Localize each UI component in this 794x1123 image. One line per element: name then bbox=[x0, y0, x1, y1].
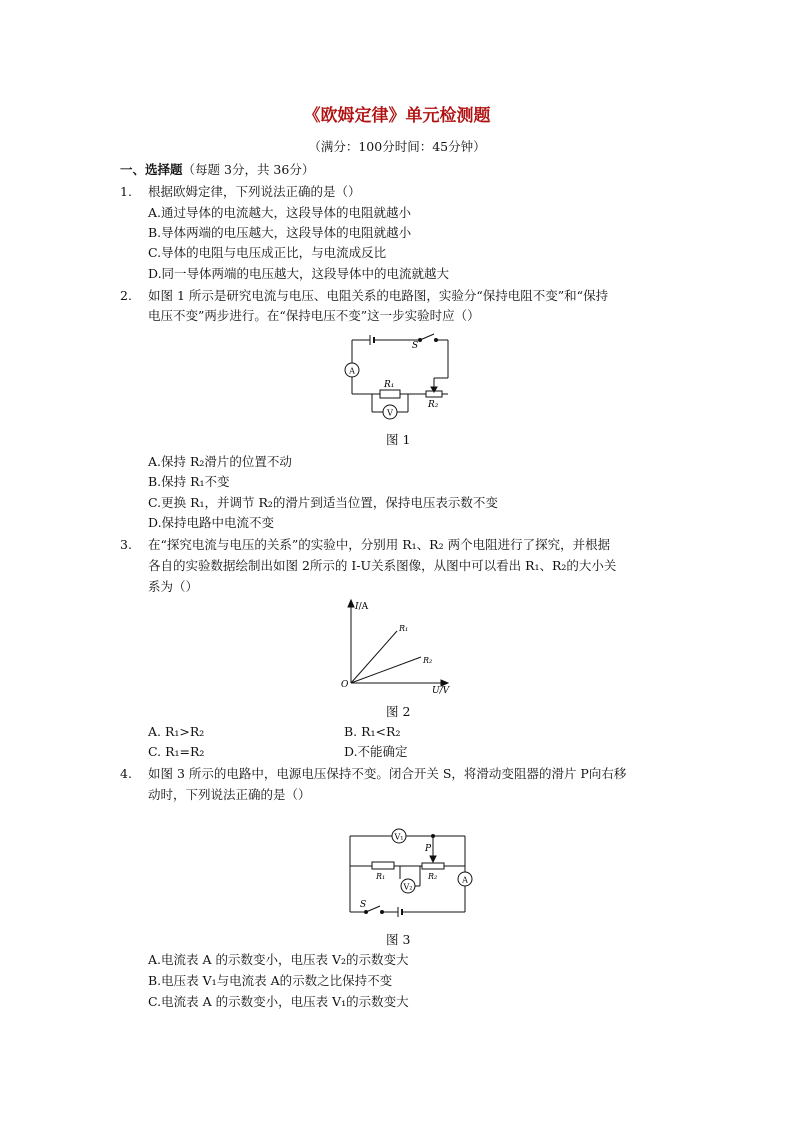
option-a: A.保持 R₂滑片的位置不动 bbox=[148, 454, 292, 469]
option-b: B.导体两端的电压越大，这段导体的电阻就越小 bbox=[148, 225, 412, 240]
section-label: 一、选择题 bbox=[120, 162, 183, 177]
question-stem: 如图 1 所示是研究电流与电压、电阻关系的电路图，实验分“保持电阻不变”和“保持 bbox=[148, 288, 609, 303]
question-stem-cont: 各自的实验数据绘制出如图 2所示的 I-U关系图像，从图中可以看出 R₁、R₂的大小关 bbox=[148, 558, 617, 573]
option-d: D.同一导体两端的电压越大，这段导体中的电流就越大 bbox=[148, 266, 450, 281]
section-heading bbox=[120, 160, 314, 180]
question-number: 3. bbox=[120, 537, 132, 552]
option-c: C.导体的电阻与电压成正比，与电流成反比 bbox=[148, 245, 387, 260]
ammeter-label: A bbox=[349, 366, 355, 376]
question-stem-cont: 系为（） bbox=[148, 579, 199, 594]
r2-label: R₂ bbox=[428, 400, 439, 410]
option-a: A. R₁>R₂ bbox=[148, 724, 205, 739]
v1-meter-label: V₁ bbox=[394, 832, 404, 842]
figure-caption-2: 图 2 bbox=[386, 704, 411, 719]
v2-meter-label: V₂ bbox=[403, 882, 413, 892]
slider-p-label: P bbox=[425, 844, 432, 854]
option-d: D.保持电路中电流不变 bbox=[148, 515, 275, 530]
page-title: 《欧姆定律》单元检测题 bbox=[303, 106, 491, 126]
question-number: 1. bbox=[120, 184, 132, 199]
option-d: D.不能确定 bbox=[344, 744, 408, 759]
question-stem: 如图 3 所示的电路中，电源电压保持不变。闭合开关 S，将滑动变阻器的滑片 P向右移 bbox=[148, 766, 627, 781]
question-stem: 在“探究电流与电压的关系”的实验中，分别用 R₁、R₂ 两个电阻进行了探究，并根据 bbox=[148, 537, 611, 552]
line-r1-label: R₁ bbox=[399, 624, 409, 633]
y-axis-label: I/A bbox=[355, 602, 369, 612]
question-stem-cont: 电压不变”两步进行。在“保持电压不变”这一步实验时应（） bbox=[148, 308, 480, 323]
figure-caption-1: 图 1 bbox=[386, 432, 411, 447]
r2-label: R₂ bbox=[428, 872, 438, 881]
option-c: C.电流表 A 的示数变小，电压表 V₁的示数变大 bbox=[148, 994, 409, 1009]
option-b: B. R₁<R₂ bbox=[344, 724, 401, 739]
exam-info: （满分：100分时间：45分钟） bbox=[308, 139, 486, 154]
question-stem-cont: 动时，下列说法正确的是（） bbox=[148, 787, 311, 802]
option-b: B.保持 R₁不变 bbox=[148, 474, 230, 489]
r1-label: R₁ bbox=[384, 380, 395, 390]
option-a: A.通过导体的电流越大，这段导体的电阻就越小 bbox=[148, 205, 412, 220]
circuit-figure-3 bbox=[340, 826, 480, 918]
x-axis-label: U/V bbox=[432, 686, 450, 696]
switch-label: S bbox=[412, 341, 419, 351]
section-note: （每题 3分，共 36分） bbox=[182, 162, 315, 177]
option-c: C. R₁=R₂ bbox=[148, 744, 205, 759]
question-number: 2. bbox=[120, 288, 132, 303]
option-a: A.电流表 A 的示数变小，电压表 V₂的示数变大 bbox=[148, 952, 409, 967]
question-number: 4. bbox=[120, 766, 132, 781]
voltmeter-label: V bbox=[387, 408, 393, 418]
iu-graph-figure-2 bbox=[335, 595, 460, 695]
ammeter-label: A bbox=[462, 875, 468, 885]
line-r2-label: R₂ bbox=[423, 656, 433, 665]
r1-label: R₁ bbox=[376, 872, 386, 881]
origin-label: O bbox=[341, 680, 349, 690]
option-c: C.更换 R₁，并调节 R₂的滑片到适当位置，保持电压表示数不变 bbox=[148, 495, 498, 510]
switch-label: S bbox=[360, 900, 367, 910]
question-stem: 根据欧姆定律，下列说法正确的是（） bbox=[148, 184, 361, 199]
option-b: B.电压表 V₁与电流表 A的示数之比保持不变 bbox=[148, 973, 393, 988]
circuit-figure-1 bbox=[340, 330, 460, 422]
figure-caption-3: 图 3 bbox=[386, 932, 411, 947]
